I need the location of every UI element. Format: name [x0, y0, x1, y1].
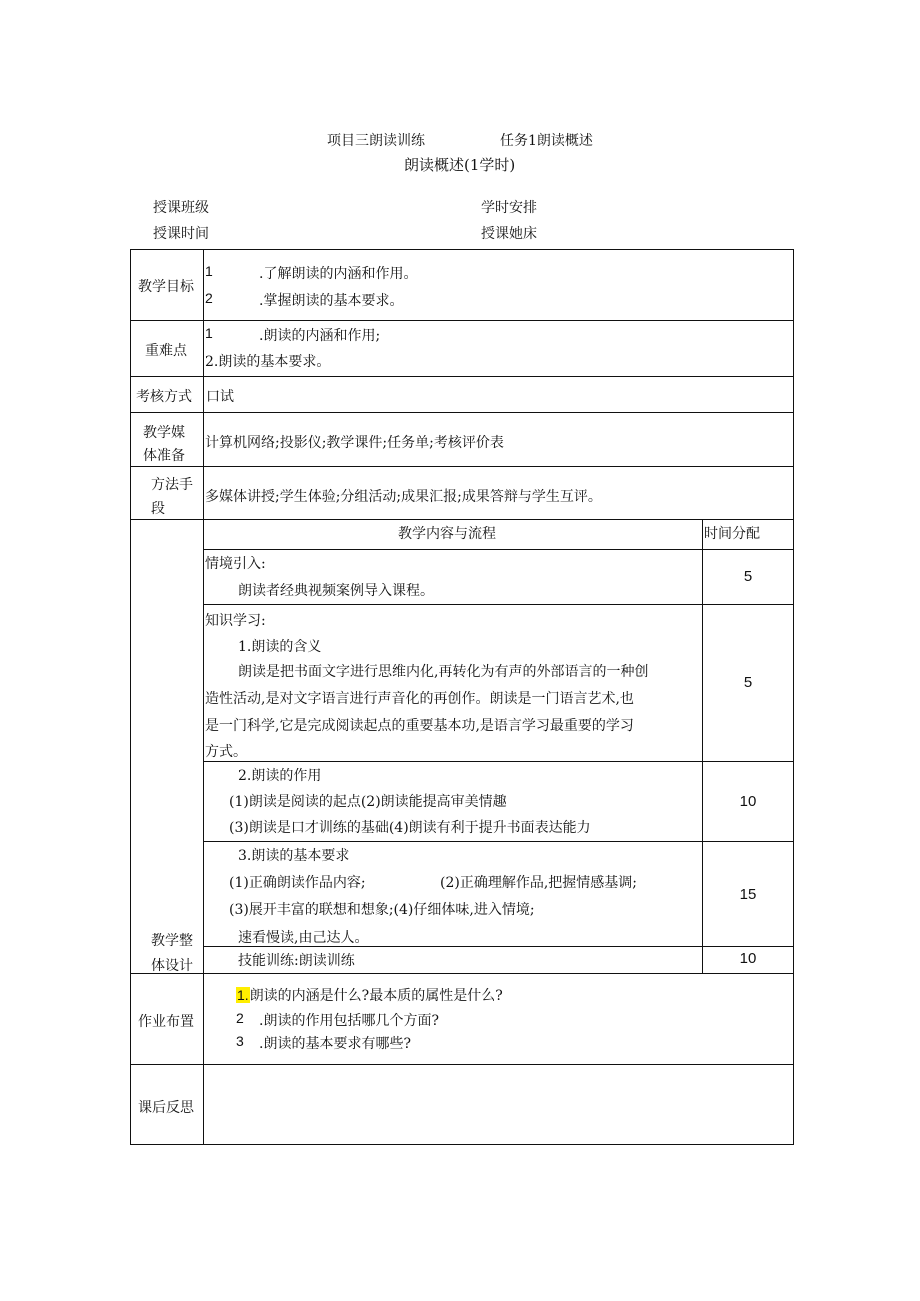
time-label: 授课时间 [153, 226, 209, 242]
k2-time: 10 [739, 793, 757, 810]
k1-title: 1.朗读的含义 [238, 639, 322, 655]
media-label-line1: 教学媒 [143, 425, 185, 441]
place-label: 授课她床 [481, 226, 537, 242]
keypoint-1-number: 1 [205, 325, 213, 341]
intro-title: 情境引入: [205, 556, 266, 572]
k3-time: 15 [739, 886, 757, 903]
skill-text: 技能训练:朗读训练 [238, 953, 355, 969]
homework-q3-number: 3 [236, 1033, 244, 1049]
intro-time: 5 [743, 568, 753, 585]
methods-label-line1: 方法手 [151, 477, 193, 493]
k1-time: 5 [743, 674, 753, 691]
assessment-label: 考核方式 [136, 389, 192, 405]
k3-line-1a: (1)正确朗读作品内容; [229, 875, 366, 891]
keypoint-1-text: .朗读的内涵和作用; [259, 328, 381, 344]
goals-label: 教学目标 [138, 279, 194, 295]
task-title: 任务1朗读概述 [500, 133, 593, 149]
hours-label: 学时安排 [481, 200, 537, 216]
time-column-header: 时间分配 [704, 526, 760, 542]
goal-2-text: .掌握朗读的基本要求。 [259, 293, 404, 309]
intro-text: 朗读者经典视频案例导入课程。 [238, 583, 434, 599]
keypoints-label: 重难点 [145, 343, 187, 359]
k2-line-1: (1)朗读是阅读的起点(2)朗读能提高审美情趣 [229, 794, 507, 810]
homework-q1 [236, 985, 503, 1005]
homework-q2-number: 2 [236, 1010, 244, 1026]
k3-line-2: (3)展开丰富的联想和想象;(4)仔细体味,进入情境; [229, 902, 535, 918]
k2-line-2: (3)朗读是口才训练的基础(4)朗读有利于提升书面表达能力 [229, 820, 591, 836]
goal-1-text: .了解朗读的内涵和作用。 [259, 266, 418, 282]
page-subtitle: 朗读概述(1学时) [404, 156, 516, 174]
k3-line-1b: (2)正确理解作品,把握情感基调; [440, 875, 637, 891]
knowledge-title: 知识学习: [205, 613, 266, 629]
design-label-line2: 体设计 [151, 958, 193, 974]
k1-line-3: 是一门科学,它是完成阅读起点的重要基本功,是语言学习最重要的学习 [205, 718, 634, 734]
k1-line-1: 朗读是把书面文字进行思维内化,再转化为有声的外部语言的一种创 [238, 664, 649, 680]
media-label-line2: 体准备 [143, 448, 185, 464]
methods-label-line2: 段 [151, 501, 165, 517]
class-label: 授课班级 [153, 200, 209, 216]
homework-q3-text: .朗读的基本要求有哪些? [259, 1036, 411, 1052]
k2-title: 2.朗读的作用 [238, 768, 322, 784]
homework-q2-text: .朗读的作用包括哪几个方面? [259, 1013, 439, 1029]
media-value: 计算机网络;投影仪;教学课件;任务单;考核评价表 [205, 435, 504, 451]
homework-q1-number: 1. [237, 987, 249, 1003]
goal-2-number: 2 [205, 290, 213, 306]
skill-time: 10 [739, 950, 757, 967]
project-title: 项目三朗读训练 [327, 133, 425, 149]
k3-line-3: 速看慢读,由己达人。 [238, 930, 369, 946]
keypoint-2-text: 2.朗读的基本要求。 [205, 354, 331, 370]
reflection-label: 课后反思 [138, 1100, 194, 1116]
homework-label: 作业布置 [138, 1014, 194, 1030]
goal-1-number: 1 [205, 263, 213, 279]
k3-title: 3.朗读的基本要求 [238, 848, 350, 864]
homework-q1-text: 朗读的内涵是什么?最本质的属性是什么? [249, 988, 503, 1004]
methods-value: 多媒体讲授;学生体验;分组活动;成果汇报;成果答辩与学生互评。 [205, 489, 602, 505]
k1-line-4: 方式。 [205, 744, 247, 760]
content-column-header: 教学内容与流程 [398, 526, 496, 542]
design-label-line1: 教学整 [151, 933, 193, 949]
k1-line-2: 造性活动,是对文字语言进行声音化的再创作。朗读是一门语言艺术,也 [205, 691, 634, 707]
assessment-value: 口试 [206, 389, 234, 405]
